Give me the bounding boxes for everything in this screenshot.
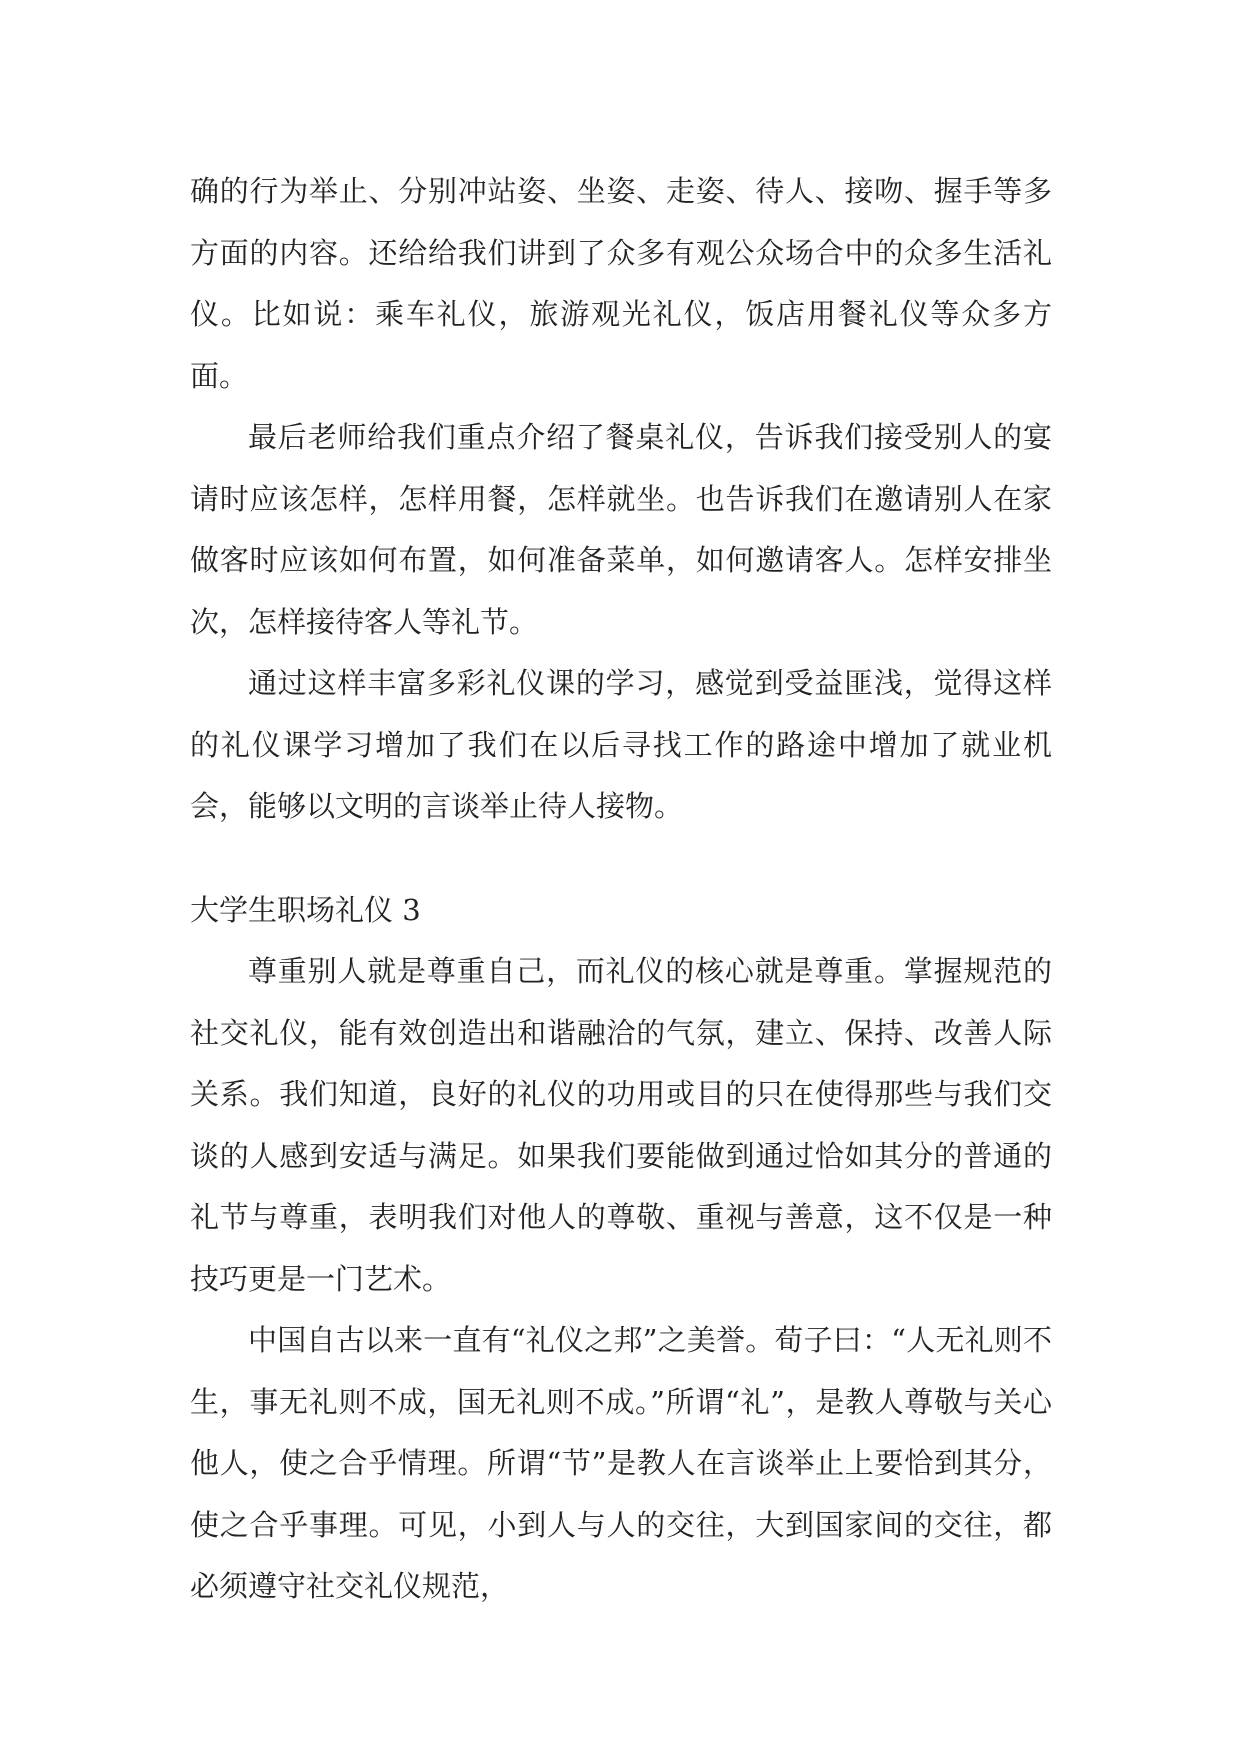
document-body bbox=[190, 161, 1052, 1618]
section-heading: 大学生职场礼仪 3 bbox=[190, 892, 421, 927]
paragraph-table-etiquette: 最后老师给我们重点介绍了餐桌礼仪，告诉我们接受别人的宴请时应该怎样，怎样用餐，怎样就坐。也告诉我们在邀请别人在家做客时应该如何布置，如何准备菜单，如何邀请客人。怎样安排坐次，怎样接待客人等礼节。 bbox=[190, 420, 1052, 639]
paragraph-respect: 尊重别人就是尊重自己，而礼仪的核心就是尊重。掌握规范的社交礼仪，能有效创造出和谐融洽的气氛，建立、保持、改善人际关系。我们知道，良好的礼仪的功用或目的只在使得那些与我们交谈的人感到安适与满足。如果我们要能做到通过恰如其分的普通的礼节与尊重，表明我们对他人的尊敬、重视与善意，这不仅是一种技巧更是一门艺术。 bbox=[190, 954, 1052, 1296]
paragraph-china-etiquette: 中国自古以来一直有“礼仪之邦”之美誉。荀子曰：“人无礼则不生，事无礼则不成，国无礼则不成。”所谓“礼”，是教人尊敬与关心他人，使之合乎情理。所谓“节”是教人在言谈举止上要恰到其分，使之合乎事理。可见，小到人与人的交往，大到国家间的交往，都必须遵守社交礼仪规范， bbox=[190, 1323, 1052, 1603]
paragraph-conclusion: 通过这样丰富多彩礼仪课的学习，感觉到受益匪浅，觉得这样的礼仪课学习增加了我们在以后寻找工作的路途中增加了就业机会，能够以文明的言谈举止待人接物。 bbox=[190, 666, 1052, 823]
paragraph-continuation: 确的行为举止、分别冲站姿、坐姿、走姿、待人、接吻、握手等多方面的内容。还给给我们讲到了众多有观公众场合中的众多生活礼仪。比如说：乘车礼仪，旅游观光礼仪，饭店用餐礼仪等众多方面。 bbox=[190, 174, 1052, 393]
